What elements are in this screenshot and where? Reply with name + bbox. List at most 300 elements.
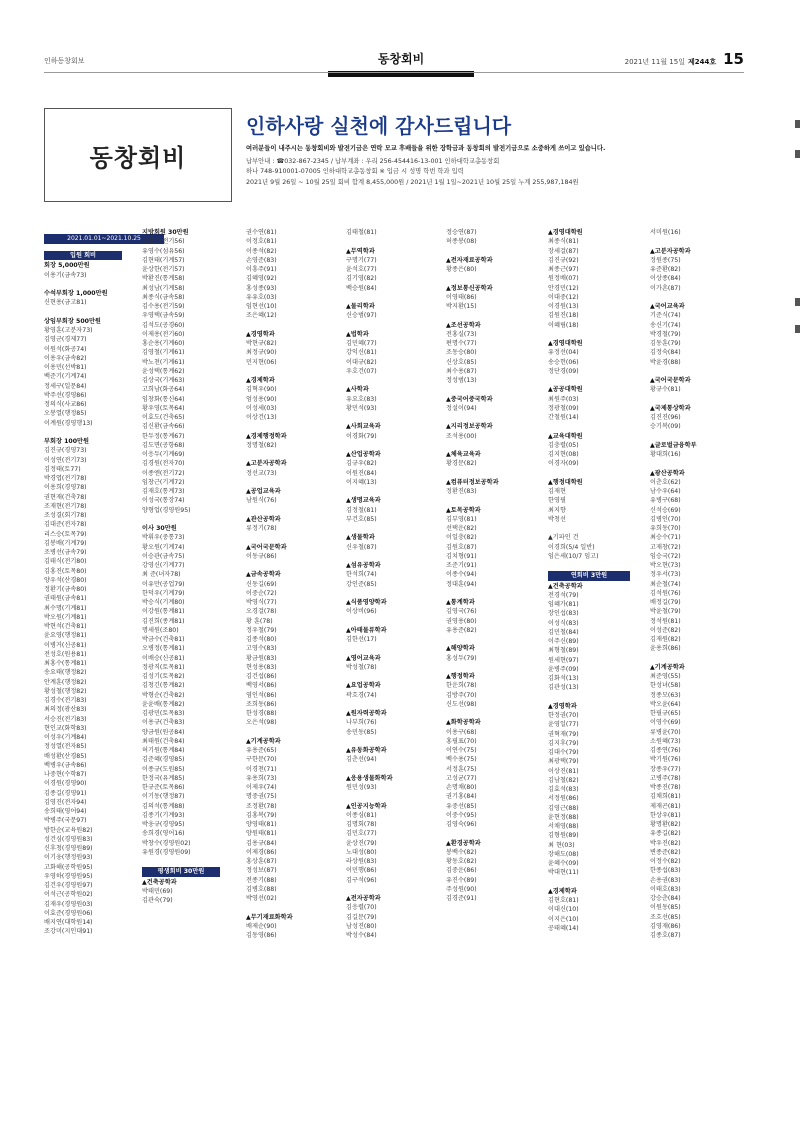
donor-entry: 정우철(79) — [246, 626, 277, 634]
donor-entry: 이제용(전기60) — [142, 330, 185, 338]
edge-mark — [795, 150, 800, 158]
donor-entry: 이용구(68) — [446, 728, 477, 736]
donor-entry: 이성준(82) — [650, 626, 681, 634]
donor-entry: 윤용희(86) — [650, 645, 681, 653]
donor-entry: 김홍복(79) — [246, 811, 277, 819]
donor-entry: 박대현(11) — [548, 869, 579, 877]
donor-entry: 김재원(82) — [650, 636, 681, 643]
donor-entry: 김정철(81) — [346, 506, 377, 514]
department-label: ▲응용생물화학과 — [346, 774, 393, 782]
donor-entry: 김중운(86) — [446, 867, 477, 875]
department-label: ▲전자공학과 — [346, 895, 381, 902]
donor-entry: 권현재(건축78) — [44, 493, 87, 501]
donor-entry: 이경희(5/4 일반) — [548, 543, 595, 551]
donor-entry: 조희동(86) — [246, 700, 277, 708]
donor-entry: 조강미(지인대91) — [44, 928, 93, 936]
title-box — [44, 108, 232, 202]
donor-entry: 이병거(신공81) — [44, 641, 87, 649]
intro-line-1: 납부안내 : ☎032-867-2345 / 납부계좌 : 우리 256-454416-13-001 인하대학교총동창회 — [246, 157, 500, 165]
spacer — [446, 441, 528, 450]
donor-entry: 이중수(95) — [446, 811, 477, 819]
donor-entry: 김종석(80) — [246, 636, 277, 643]
donor-entry: 신석승(69) — [650, 506, 681, 514]
donor-entry: 김영국(76) — [446, 608, 477, 616]
spacer — [446, 469, 528, 478]
donor-entry: 장종우(77) — [650, 765, 681, 773]
donor-entry: 최수명(기계81) — [44, 604, 87, 612]
donor-entry: 이정호(81) — [246, 238, 277, 246]
donor-entry: 김상국(기계63) — [142, 377, 185, 384]
donor-entry: 이용규(건축83) — [142, 719, 185, 727]
department-label: ▲경영학과 — [246, 330, 275, 338]
spacer — [548, 693, 630, 702]
donor-entry: 박영식(77) — [246, 599, 277, 606]
donor-entry: 고영수(83) — [246, 645, 277, 653]
intro-line-3: 2021년 9월 26일 ~ 10월 25일 회비 합계 8,455,000원 / 2021년 1월 1일~2021년 10월 25일 누계 255,987,184원 — [246, 178, 579, 186]
donor-entry: 최의정(광산83) — [44, 706, 87, 714]
section-header: 평생회비 30만원 — [142, 867, 220, 876]
spacer — [650, 654, 740, 663]
donor-entry: 오은석(98) — [246, 719, 277, 727]
donor-entry: 이용민(선박81) — [44, 364, 87, 371]
donor-entry: 정선교(73) — [246, 469, 277, 477]
donor-entry: 황 훈(78) — [246, 617, 273, 625]
donor-entry: 조석용(00) — [446, 432, 477, 440]
donor-entry: 백병우(금속86) — [44, 761, 87, 769]
donor-entry: 이가흔(87) — [650, 284, 681, 292]
department-label: ▲영어교육과 — [346, 654, 381, 662]
department-label: ▲생명교육과 — [346, 497, 381, 505]
donor-entry: 이상비(96) — [346, 608, 377, 616]
donor-entry: 윤상진(79) — [346, 839, 377, 847]
donor-entry: 김춘선(94) — [346, 756, 377, 764]
donor-entry: 이응두(기계69) — [142, 451, 185, 458]
donor-entry: 한성녀(58) — [650, 682, 681, 690]
donor-entry: 최수용(87) — [446, 367, 477, 375]
donor-entry: 김영진(전자94) — [44, 798, 87, 806]
donor-entry: 정성보(87) — [246, 867, 277, 875]
department-label: ▲국어교육과 — [650, 303, 685, 310]
department-label: ▲건축공학과 — [142, 878, 177, 886]
spacer — [246, 367, 326, 376]
donor-entry: 김한선(17) — [346, 636, 377, 643]
donor-entry: 박종진(78) — [650, 784, 681, 791]
spacer — [246, 903, 326, 912]
donor-entry: 이용우(금속82) — [44, 354, 87, 362]
donor-entry: 최지향 — [548, 506, 566, 514]
donor-entry: 양영태(81) — [246, 821, 277, 828]
department-label: ▲산업공학과 — [346, 451, 381, 458]
department-label: ▲중국어중국학과 — [446, 395, 493, 403]
donor-entry: 권수연(81) — [246, 229, 277, 236]
donor-entry: 유정선(04) — [548, 349, 579, 357]
donor-entry: 윤성택(통계62) — [142, 367, 185, 375]
donor-entry: 고병주(78) — [650, 774, 681, 782]
donor-entry: 유유호(03) — [246, 293, 277, 301]
donor-entry: 이민행(86) — [346, 867, 377, 875]
donor-entry: 권영용(80) — [446, 617, 477, 625]
donor-entry: 이대중(12) — [548, 293, 579, 301]
donor-entry: 김동영(86) — [246, 932, 277, 939]
header-date: 2021년 11월 15일 — [624, 58, 685, 66]
donor-entry: 한상우(81) — [650, 811, 681, 819]
donor-entry: 최성남(기계58) — [142, 284, 185, 292]
donor-entry: 황민석(93) — [346, 404, 377, 412]
donor-entry: 남수우(64) — [650, 488, 681, 495]
donor-entry: 유원경(경영원09) — [142, 848, 191, 856]
donor-entry: 이유만(공업79) — [142, 580, 185, 588]
donor-entry: 이성식(83) — [548, 619, 579, 627]
department-label: ▲공업교육과 — [246, 488, 281, 495]
donor-entry: 김대수(79) — [548, 749, 579, 756]
department-label: ▲전자재료공학과 — [446, 256, 493, 264]
spacer — [142, 857, 220, 866]
donor-entry: 나부희(76) — [346, 719, 377, 727]
donor-entry: 김영근(88) — [548, 804, 579, 812]
donor-entry: 최태원(건축84) — [142, 737, 185, 745]
donor-entry: 임은세(10/7 임고) — [548, 552, 599, 560]
spacer — [246, 561, 326, 570]
donor-entry: 현인교(화학83) — [44, 724, 87, 732]
donor-entry: 원정배(07) — [548, 275, 579, 283]
donor-entry: 정원종(75) — [650, 256, 681, 264]
donor-entry: 김치형(91) — [446, 552, 477, 560]
donor-entry: 나중현(수학87) — [44, 771, 87, 778]
donor-entry: 장세걸(87) — [548, 247, 579, 255]
donor-entry: 신승범(97) — [346, 312, 377, 320]
donor-entry: 윤상한(전기57) — [142, 266, 185, 273]
donor-entry: 백준기(기계74) — [44, 373, 87, 381]
donor-entry: 박경엽(전기78) — [44, 475, 87, 482]
spacer — [446, 663, 528, 672]
donor-entry: 주성원(90) — [446, 885, 477, 893]
department-label: ▲기계공학과 — [246, 737, 281, 745]
spacer — [346, 885, 426, 894]
donor-entry: 이종석(82) — [246, 247, 277, 255]
donor-entry: 리스승(토목79) — [44, 530, 87, 538]
department-label: ▲조선공학과 — [446, 321, 481, 329]
spacer — [346, 441, 426, 450]
spacer — [548, 561, 630, 570]
donor-entry: 배성환(산경85) — [44, 752, 87, 760]
donor-column-7 — [650, 228, 740, 940]
donor-entry: 한종섭(83) — [650, 867, 681, 875]
donor-entry: 최정규(90) — [246, 349, 277, 357]
donor-entry: 이상건(13) — [246, 414, 277, 421]
donor-entry: 이경천(71) — [246, 765, 277, 773]
donor-entry: 유종길(82) — [650, 830, 681, 838]
donor-entry: 김영철(기계61) — [142, 349, 185, 357]
donor-entry: 라상원(83) — [346, 858, 377, 865]
spacer — [346, 293, 426, 302]
donor-entry: 김청긴(통계82) — [142, 682, 185, 690]
department-label: ▲환경공학과 — [446, 839, 481, 847]
donor-entry: 안계훈(행정82) — [44, 678, 87, 686]
department-label: ▲사회교육과 — [346, 423, 381, 431]
donor-entry: 정종모(63) — [650, 691, 681, 699]
section-header: 연회비 3만원 — [548, 571, 630, 580]
donor-entry: 남성진(80) — [346, 922, 377, 930]
department-label: ▲무역학과 — [346, 247, 375, 255]
donor-entry: 류정기(78) — [246, 525, 277, 532]
donor-entry: 명세원(조80) — [142, 626, 179, 634]
donor-entry: 김봉배(기계79) — [44, 539, 87, 547]
donor-entry: 권기홍(84) — [446, 793, 477, 801]
donor-entry: 한정국(유계85) — [142, 774, 185, 782]
donor-entry: 박지환(15) — [446, 303, 477, 310]
donor-entry: 전종기(88) — [246, 876, 277, 884]
donor-entry: 임현선(10) — [246, 303, 277, 310]
donor-entry: 김화석(13) — [548, 675, 579, 682]
spacer — [446, 385, 528, 394]
donor-entry: 김의석(통계88) — [142, 802, 185, 810]
donor-entry: 김석도(공경60) — [142, 321, 185, 329]
donor-column-2 — [142, 228, 220, 905]
donor-entry: 김재현 — [548, 488, 566, 495]
donor-entry: 황명환(82) — [650, 821, 681, 828]
department-label: ▲유동화공학과 — [346, 747, 387, 754]
spacer — [346, 321, 426, 330]
donor-entry: 전홍실(73) — [446, 330, 477, 338]
donor-entry: 고성균(77) — [446, 774, 477, 782]
donor-entry: 김종연(76) — [650, 747, 681, 754]
donor-entry: 권혁재(79) — [548, 730, 579, 738]
donor-entry: 박오윤(64) — [650, 700, 681, 708]
donor-entry: 박현석(건축81) — [44, 623, 87, 630]
donor-entry: 이효준(경영원06) — [44, 909, 93, 917]
department-label: ▲금속공학과 — [246, 571, 281, 579]
donor-entry: 김병호(88) — [246, 885, 277, 893]
donor-entry: 김태식(전기80) — [44, 558, 87, 566]
donor-entry: 정세구(일문84) — [44, 382, 87, 390]
donor-entry: 공태혜(14) — [548, 924, 579, 932]
donor-entry: 노대성(80) — [346, 848, 377, 856]
donor-entry: 임혜가(81) — [548, 601, 579, 608]
donor-entry: 서채영(88) — [548, 823, 579, 830]
donor-entry: 이종수(94) — [446, 571, 477, 579]
donor-entry: 한성경(88) — [246, 710, 277, 717]
spacer — [346, 792, 426, 801]
donor-entry: 김정숙(84) — [650, 349, 681, 357]
donor-entry: 이영태(86) — [446, 293, 477, 301]
department-label: ▲국어국문학과 — [650, 377, 691, 384]
donor-entry: 박영선(02) — [246, 895, 277, 902]
donor-entry: 김건우(경영원97) — [44, 882, 93, 889]
donor-entry: 송신기(74) — [650, 321, 681, 329]
donor-entry: 우호건(07) — [346, 367, 377, 375]
department-label: ▲요업공학과 — [346, 682, 381, 690]
spacer — [650, 293, 740, 302]
donor-entry: 이흥주(91) — [246, 266, 277, 273]
donor-entry: 장해도(08) — [548, 850, 579, 858]
donor-entry: 최종식(81) — [548, 238, 579, 246]
department-label: ▲식품영양학과 — [346, 599, 387, 606]
spacer — [446, 311, 528, 320]
donor-entry: 홍순용(기계60) — [142, 340, 185, 347]
donor-entry: 유희동(70) — [650, 525, 681, 532]
donor-entry: 최종식(금속58) — [142, 293, 185, 301]
donor-entry: 김경준(91) — [446, 895, 477, 902]
donor-entry: 윤현정(88) — [548, 813, 579, 821]
donor-entry: 황종은(80) — [446, 266, 477, 273]
edge-mark — [795, 120, 800, 128]
donor-entry: 박휘우(중통73) — [142, 534, 185, 542]
department-label: ▲생물학과 — [346, 534, 375, 542]
donor-entry: 이종심(81) — [346, 811, 377, 819]
intro-text — [246, 144, 746, 188]
donor-entry: 박성철(78) — [346, 663, 377, 671]
donor-entry: 소원혜(73) — [650, 737, 681, 745]
donor-entry: 홍성종(93) — [246, 284, 277, 292]
donor-entry: 신동길(69) — [246, 580, 277, 588]
donor-entry: 김경원(전자70) — [142, 460, 185, 468]
donor-entry: 신도선(98) — [446, 700, 477, 708]
donor-entry: 강인준(85) — [346, 580, 377, 588]
donor-entry: 김응렬(70) — [346, 904, 377, 912]
donor-entry: 이배승(신공81) — [142, 654, 185, 662]
donor-entry: 김준혜(경영85) — [142, 756, 185, 764]
spacer — [346, 376, 426, 385]
donor-entry: 정명철(82) — [246, 441, 277, 449]
donor-entry: 이경화(79) — [346, 432, 377, 440]
spacer — [446, 496, 528, 505]
donor-entry: 박기원(76) — [650, 756, 681, 764]
spacer — [246, 533, 326, 542]
donor-entry: 우영하(경영원95) — [44, 872, 93, 880]
donor-entry: 곽흐경(74) — [346, 691, 377, 699]
spacer — [246, 422, 326, 431]
department-label: ▲물리학과 — [346, 303, 375, 310]
donor-entry: 박오현(73) — [650, 562, 681, 569]
donor-entry: 이연수(75) — [446, 747, 477, 754]
donor-entry: 최형철(89) — [548, 647, 579, 655]
department-label: ▲무기재료화학과 — [246, 913, 293, 921]
donor-entry: 전경석(79) — [548, 591, 579, 599]
spacer — [346, 765, 426, 774]
donor-entry: 김재호(통계73) — [142, 488, 185, 495]
donor-entry: 윤요영(행정81) — [44, 632, 87, 640]
donor-entry: 김대준(전자78) — [44, 521, 87, 529]
donor-entry: 송승헌(06) — [548, 358, 579, 366]
donor-entry: 이강원(통계81) — [142, 608, 185, 616]
donor-entry: 엄성용(90) — [246, 395, 277, 403]
header-publication-name: 인하동창회보 — [44, 57, 85, 65]
headline: 인하사랑 실천에 감사드립니다 — [246, 114, 512, 138]
department-label: ▲건축공학과 — [548, 582, 583, 590]
donor-entry: 서정훈(75) — [446, 765, 477, 773]
department-label: ▲통계학과 — [446, 599, 475, 606]
donor-entry: 김민철(84) — [548, 628, 579, 636]
donor-entry: 김지현(08) — [548, 451, 579, 458]
donor-entry: 이정수(82) — [650, 858, 681, 865]
department-label: ▲경제학과 — [246, 377, 275, 384]
donor-entry: 김경수(전기83) — [44, 697, 87, 704]
spacer — [346, 589, 426, 598]
donor-entry: 이경자(09) — [548, 460, 579, 468]
spacer — [246, 321, 326, 330]
donor-entry: 김홍진(토목80) — [44, 567, 87, 575]
donor-entry: 정설이(94) — [446, 404, 477, 412]
donor-entry: 황금원(83) — [246, 654, 277, 662]
donor-entry: 이대신(10) — [548, 906, 579, 914]
department-label: ▲컴퓨터정보공학과 — [446, 478, 499, 486]
donor-entry: 정성범(13) — [446, 377, 477, 384]
edge-mark — [795, 298, 800, 306]
department-label: ▲인공지능학과 — [346, 802, 387, 810]
donor-entry: 이종규(도원85) — [142, 765, 185, 773]
donor-entry: 신상호(85) — [446, 358, 477, 366]
donor-entry: 허기원(통계84) — [142, 747, 185, 754]
donor-entry: 박경철(79) — [650, 330, 681, 338]
donor-entry: 이계원(경영행13) — [44, 419, 93, 427]
donor-entry: 서승진(전기83) — [44, 715, 87, 723]
donor-entry: 오병정(통계81) — [142, 645, 185, 653]
donor-entry: 이지혜(13) — [346, 478, 377, 486]
donor-entry: 김길문(79) — [346, 913, 377, 921]
donor-entry: 조재현(전기78) — [44, 502, 87, 510]
donor-entry: 김원호(87) — [446, 543, 477, 551]
spacer — [650, 432, 740, 441]
department-label: ▲기계공학과 — [650, 663, 685, 671]
donor-entry: 조동승(80) — [446, 349, 477, 357]
donor-entry: 한필규(65) — [650, 710, 681, 717]
donor-entry: 이제우(74) — [246, 784, 277, 791]
donor-entry: 김구석(96) — [346, 876, 377, 884]
donor-entry: 김종길(경영91) — [44, 789, 87, 797]
department-label: ▲아태물류학과 — [346, 626, 387, 634]
donor-entry: 윤윤배(통계82) — [142, 700, 185, 708]
spacer — [346, 552, 426, 561]
donor-entry: 봉백수(82) — [446, 848, 477, 856]
donor-entry: 유진수(89) — [446, 876, 477, 884]
spacer — [346, 672, 426, 681]
donor-entry: 이원석(화공74) — [44, 345, 87, 353]
donor-entry: 김혁우(90) — [246, 386, 277, 394]
department-label: ▲법학과 — [346, 330, 369, 338]
donor-entry: 이경원(경영90) — [44, 780, 87, 788]
donor-entry: 양원태(81) — [246, 830, 277, 838]
donor-entry: 홍필표(70) — [446, 737, 477, 745]
spacer — [346, 487, 426, 496]
donor-entry: 이효도(건축65) — [142, 414, 185, 421]
donor-entry: 권태원(금속81) — [44, 595, 87, 603]
donor-entry: 명중권(75) — [246, 793, 277, 801]
donor-entry: 서미원(16) — [650, 229, 681, 236]
donor-entry: 양금원(원공84) — [142, 728, 185, 736]
donor-entry: 한두정(통계67) — [142, 432, 185, 440]
donor-entry: 윤영일(77) — [548, 721, 579, 729]
department-label: ▲경제행정학과 — [246, 432, 287, 440]
department-label: ▲행정학과 — [446, 673, 475, 680]
donor-entry: 김영군(경제77) — [44, 336, 87, 344]
department-label: ▲관산공학과 — [246, 515, 281, 523]
donor-entry: 김혜영(92) — [246, 275, 277, 283]
donor-entry: 이경원(13) — [548, 303, 579, 310]
spacer — [650, 237, 740, 246]
donor-entry: 김태철(81) — [346, 229, 377, 236]
donor-entry: 오봉열(행정85) — [44, 410, 87, 418]
donor-entry: 김효석(83) — [548, 786, 579, 793]
donor-entry: 조준기(91) — [446, 562, 477, 569]
donor-entry: 김도면(공항68) — [142, 441, 185, 449]
donor-entry: 김지후(79) — [548, 739, 579, 747]
donor-entry: 원민성(93) — [346, 784, 377, 791]
spacer — [650, 367, 740, 376]
donor-entry: 정환기(금속80) — [44, 586, 87, 593]
donor-entry: 유병구(68) — [650, 497, 681, 505]
donor-entry: 강영신(기계77) — [142, 562, 185, 569]
donor-entry: 조은혜(12) — [246, 312, 277, 320]
